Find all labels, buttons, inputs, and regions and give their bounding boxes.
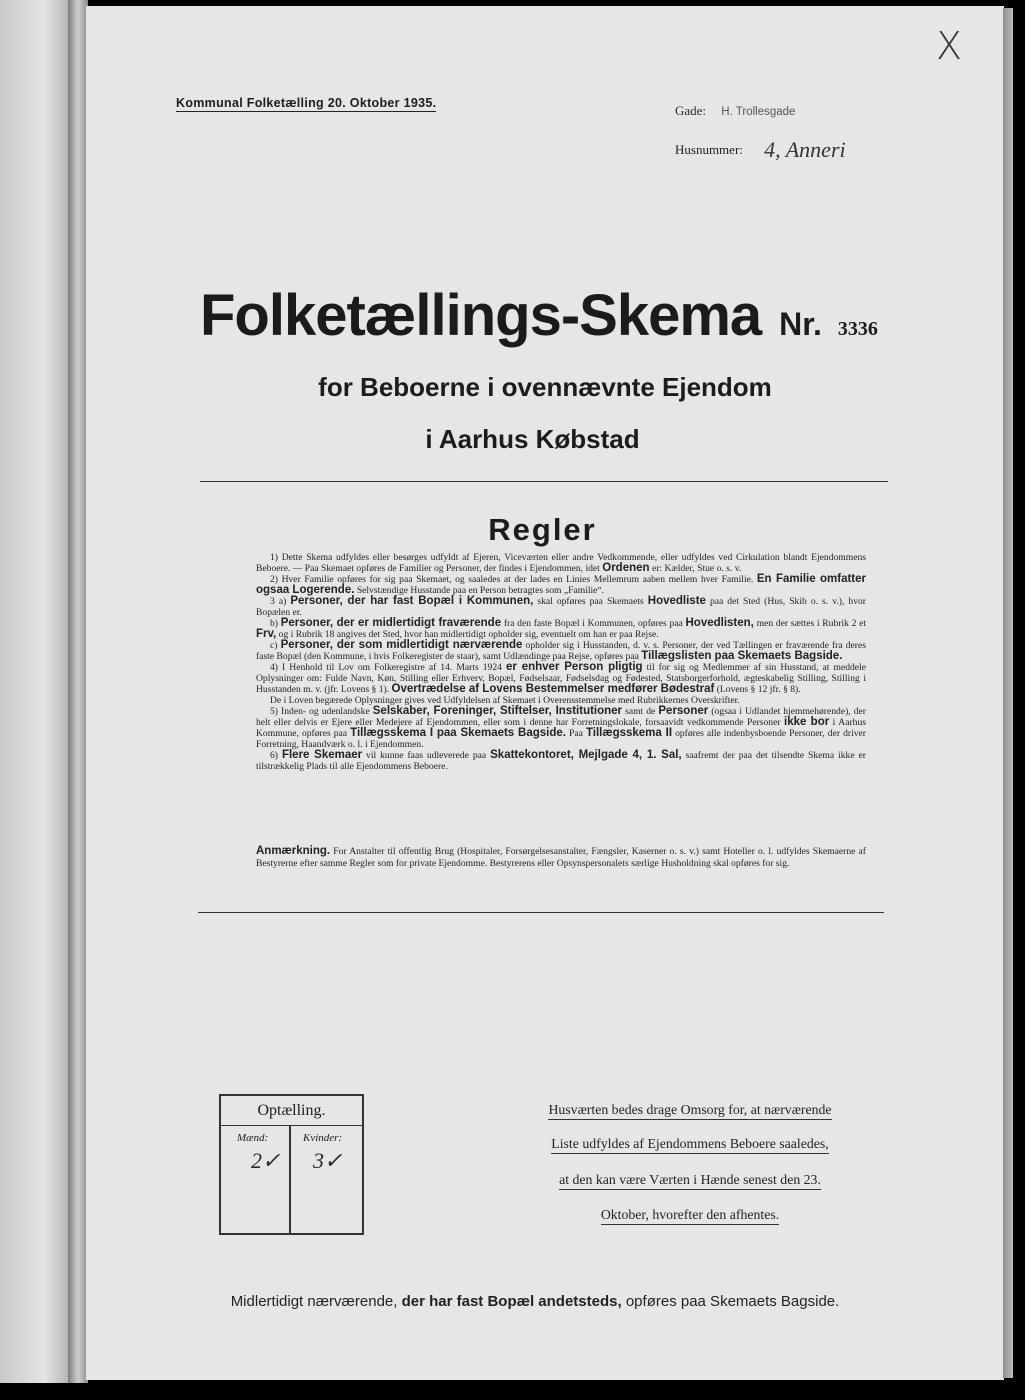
men-label: Mænd: [237,1132,269,1144]
rule-4: 4) I Henhold til Lov om Folkeregistre af 14. Marts 1924 er enhver Person pligtig til for sig og Medlemmer af sin Husstand, at meddele Oplysninger om: Fulde Navn, Køn, Stilling eller Erhverv, Bopæl, Fødselsaar, Fødselsdag og Fødested, Statsborgerforhold, ægteskabelig Stilling, Stilling i Husstanden m. v. (jfr. Lovens § 1). Overtrædelse af Lovens Bestemmelser medfører Bødestraf (Lovens § 12 jfr. § 8). [256,661,866,695]
form-title: Folketællings-Skema [200,283,762,348]
form-subtitle-2: i Aarhus Købstad [425,424,640,454]
street-value: H. Trollesgade [721,106,796,118]
corner-handwritten-mark: X [936,24,963,68]
rules-text [256,552,866,772]
book-binding [68,0,88,1383]
landlord-note-line-3: at den kan være Værten i Hænde senest den 23. [520,1172,860,1188]
form-number-value: 3336 [837,318,878,340]
rules-heading: Regler [488,512,597,547]
form-subtitle-1: for Beboerne i ovennævnte Ejendom [318,372,772,402]
count-box [219,1094,364,1235]
rule-1: 1) Dette Skema udfyldes eller besørges udfyldt af Ejeren, Viceværten eller andre Vedkommende, eller udfyldes ved Cirkulation blandt Ejendommens Beboere. — Paa Skemaet opføres de Familier og Personer, der findes i Ejendommen, idet Ordenen er: Kælder, Stue o. s. v. [256,552,866,574]
rule-4-extra: De i Loven begærede Oplysninger gives ved Udfyldelsen af Skemaet i Overensstemmelse med Rubrikkernes Overskrifter. [270,695,740,706]
landlord-note-line-4: Oktober, hvorefter den afhentes. [520,1207,860,1223]
divider-top [200,481,888,482]
count-title: Optælling. [221,1096,362,1126]
women-label: Kvinder: [303,1132,343,1144]
house-number-label: Husnummer: [675,142,743,157]
men-count: 2✓ [251,1148,281,1173]
rule-3a: 3 a) Personer, der har fast Bopæl i Kommunen, skal opføres paa Skemaets Hovedliste paa det Sted (Hus, Skib o. s. v.), hvor Bopælen er. [256,595,866,618]
remark-label: Anmærkning. [256,845,331,857]
page-right-edge [1003,8,1013,1378]
house-number-value: 4, Anneri [764,137,846,162]
remark-paragraph [256,845,866,870]
form-title-row [200,282,930,349]
house-number-field [675,137,846,163]
remark-text: For Anstalter til offentlig Brug (Hospitaler, Forsørgelsesanstalter, Fængsler, Kaserner o. s. v.) samt Hoteller o. l. udfyldes Skemaerne af Bestyrerne efter samme Regler som for private Ejendomme. Bestyrerens eller Opsynspersonalets særlige Husholdning skal opføres for sig. [256,846,866,869]
rule-3b: b) Personer, der er midlertidigt fraværende fra den faste Bopæl i Kommunen, opføres paa Hovedlisten, men der sættes i Rubrik 2 et Frv, og i Rubrik 18 angives det Sted, hvor han midlertidigt opholder sig, eventuelt om han er paa Rejse. [256,617,867,640]
landlord-note-line-2: Liste udfyldes af Ejendommens Beboere saaledes, [520,1136,860,1152]
footer-instruction: Midlertidigt nærværende, der har fast Bopæl andetsteds, opføres paa Skemaets Bagside. [230,1293,840,1310]
rule-2: 2) Hver Familie opføres for sig paa Skemaet, og saaledes at der lades en Linies Mellemrum aaben mellem hver Familie. En Familie omfatter ogsaa Logerende. Selvstændige Husstande paa en Person betragtes som „Familie“. [256,573,866,596]
landlord-note-line-1: Husværten bedes drage Omsorg for, at nærværende [520,1102,860,1118]
street-field [675,103,795,119]
rule-6: 6) Flere Skemaer vil kunne faas udleverede paa Skattekontoret, Mejlgade 4, 1. Sal, saafremt der paa det tilsendte Skema ikke er tilstrækkelig Plads til alle Ejendommens Beboere. [256,749,866,772]
divider-bottom [198,912,884,913]
street-label: Gade: [675,103,707,118]
census-header-line: Kommunal Folketælling 20. Oktober 1935. [176,96,437,110]
women-count: 3✓ [313,1148,343,1173]
rule-5: 5) Inden- og udenlandske Selskaber, Foreninger, Stiftelser, Institutioner samt de Personer (ogsaa i Udlandet hjemmehørende), der helt eller delvis er Ejere eller Medejere af Ejendommen, eller som i denne har Forretningslokale, forsaavidt vedkommende Personer ikke bor i Aarhus Kommune, opføres paa Tillægsskema I paa Skemaets Bagside. Paa Tillægsskema II opføres alle indenbysboende Personer, der driver Forretning, Haandværk o. l. i Ejendommen. [256,705,866,750]
form-number-label: Nr. [779,306,822,342]
count-divider [289,1126,291,1235]
rule-3c: c) Personer, der som midlertidigt nærværende opholder sig i Husstanden, d. v. s. Personer, der ved Tællingen er fraværende fra deres faste Bopæl (den Kommune, i hvis Folkeregister de staar), samt Udlændinge paa Rejse, opføres paa Tillægslisten paa Skemaets Bagside. [256,639,866,662]
